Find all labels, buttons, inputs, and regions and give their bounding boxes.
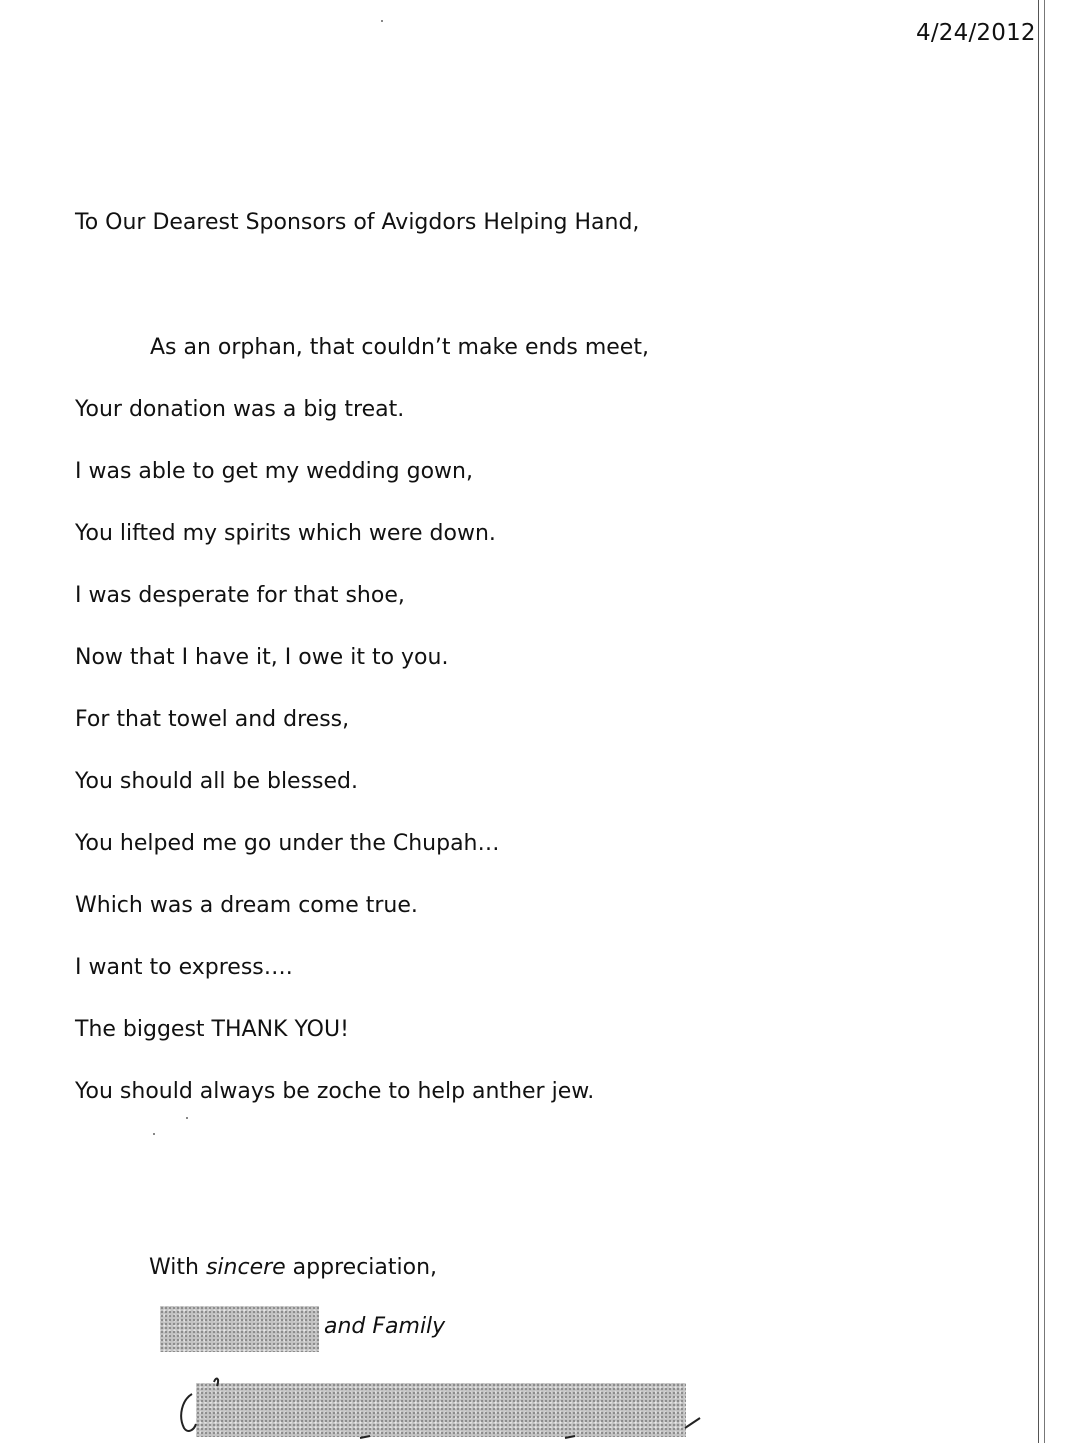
poem-line: For that towel and dress, bbox=[75, 707, 350, 732]
poem-line: I was able to get my wedding gown, bbox=[75, 459, 473, 484]
signature bbox=[170, 1372, 710, 1442]
letter-date: 4/24/2012 bbox=[916, 20, 1036, 46]
scan-edge-line bbox=[1044, 0, 1045, 1443]
poem-line: The biggest THANK YOU! bbox=[75, 1017, 349, 1042]
family-suffix: and Family bbox=[324, 1314, 446, 1339]
poem-line: I was desperate for that shoe, bbox=[75, 583, 405, 608]
letter-salutation: To Our Dearest Sponsors of Avigdors Helping Hand, bbox=[75, 210, 640, 235]
signature-stroke bbox=[170, 1372, 710, 1442]
closing-prefix: With bbox=[149, 1255, 206, 1280]
scan-edge-line bbox=[1038, 0, 1039, 1443]
poem-line: Your donation was a big treat. bbox=[75, 397, 405, 422]
scan-speck bbox=[381, 20, 383, 22]
poem-line: I want to express…. bbox=[75, 955, 293, 980]
poem-line: You helped me go under the Chupah… bbox=[75, 831, 500, 856]
poem-line: Which was a dream come true. bbox=[75, 893, 418, 918]
closing-suffix: appreciation, bbox=[285, 1255, 438, 1280]
poem-line: You should all be blessed. bbox=[75, 769, 359, 794]
closing-line bbox=[149, 1255, 437, 1280]
poem-line: As an orphan, that couldn’t make ends meet, bbox=[150, 335, 649, 360]
redacted-name bbox=[160, 1306, 319, 1352]
poem-line: You lifted my spirits which were down. bbox=[75, 521, 496, 546]
poem bbox=[75, 333, 649, 1139]
poem-line: You should always be zoche to help anther jew. bbox=[75, 1079, 595, 1104]
poem-line: Now that I have it, I owe it to you. bbox=[75, 645, 449, 670]
closing-emphasis: sincere bbox=[205, 1255, 286, 1280]
